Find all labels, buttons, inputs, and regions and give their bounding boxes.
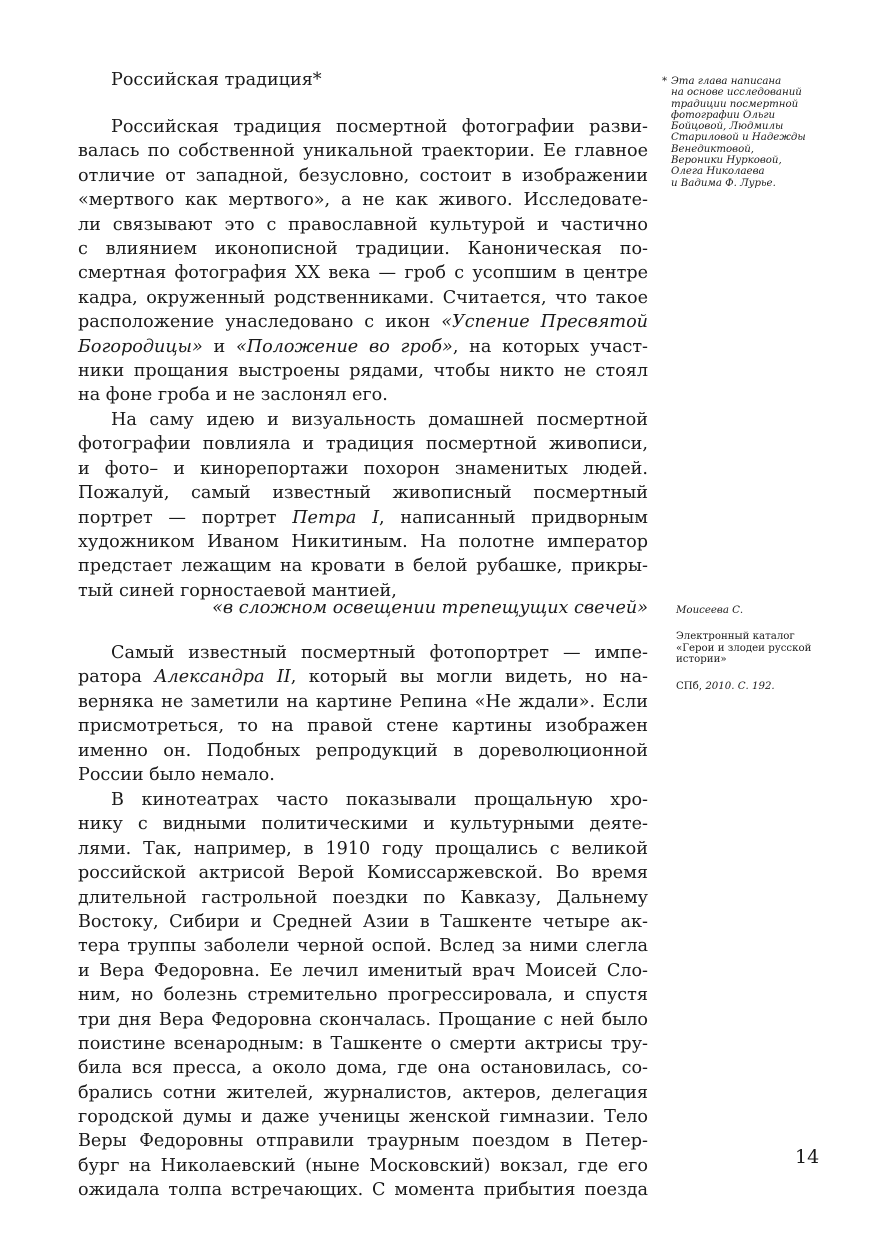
- text-run: и Вера Федоровна. Ее лечил именитый врач Моисей Сло-: [78, 960, 648, 981]
- text-run: именно он. Подобных репродукций в дореволюционной: [78, 740, 648, 761]
- text-line: [78, 1105, 648, 1129]
- text-run: бург на Николаевский (ныне Московский) вокзал, где его: [78, 1155, 648, 1176]
- text-run: длительной гастрольной поездки по Кавказу, Дальнему: [78, 887, 648, 908]
- footnote-line: и Вадима Ф. Лурье.: [671, 177, 776, 189]
- text-line: [78, 1129, 648, 1153]
- italic-text: «Успение Пресвятой: [441, 312, 648, 333]
- text-line: [78, 1056, 648, 1080]
- citation-title-line: Электронный каталог: [676, 631, 795, 642]
- text-run: била вся пресса, а около дома, где она остановилась, со-: [78, 1058, 648, 1079]
- citation-year-pages: 2010. С. 192.: [705, 681, 775, 692]
- text-line: [78, 934, 648, 958]
- text-line: [78, 1081, 648, 1105]
- text-run: ники прощания выстроены рядами, чтобы никто не стоял: [78, 360, 648, 381]
- footnote-marker: *: [662, 76, 668, 87]
- footnote-line: Бойцовой, Людмилы: [671, 121, 784, 133]
- citation-publication: [676, 681, 836, 693]
- text-line: [78, 1032, 648, 1056]
- text-run: , написанный придворным: [379, 507, 648, 528]
- text-line: [78, 1008, 648, 1032]
- text-run: ли связывают это с православной культурой и частично: [78, 214, 648, 235]
- footnote-line: Стариловой и Надежды: [671, 132, 806, 144]
- text-line: [78, 983, 648, 1007]
- text-line: [78, 763, 648, 787]
- text-run: тера труппы заболели черной оспой. Вслед за ними слегла: [78, 936, 648, 957]
- citation-author: [676, 605, 836, 617]
- text-run: с влиянием иконописной традиции. Каноническая по-: [78, 238, 648, 259]
- text-line: [78, 837, 648, 861]
- page-number: 14: [795, 1146, 820, 1168]
- text-line: [78, 408, 648, 432]
- text-line: [78, 690, 648, 714]
- text-run: , на которых участ-: [452, 336, 648, 357]
- footnote-line: Эта глава написана: [671, 76, 782, 87]
- italic-text: Богородицы»: [78, 336, 203, 357]
- text-run: расположение унаследовано с икон: [78, 312, 442, 333]
- paragraph-2: [78, 408, 648, 603]
- text-line: [78, 506, 648, 530]
- footnote-line: традиции посмертной: [671, 98, 799, 110]
- footnote-line: Венедиктовой,: [671, 143, 755, 155]
- text-line: [78, 812, 648, 836]
- text-run: портрет — портрет: [78, 507, 293, 528]
- text-run: На саму идею и визуальность домашней посмертной: [111, 410, 648, 430]
- text-run: Пожалуй, самый известный живописный посмертный: [78, 483, 648, 504]
- text-run: смертная фотография XX века — гроб с усопшим в центре: [78, 263, 648, 284]
- text-run: Самый известный посмертный фотопортрет — импе-: [111, 643, 648, 663]
- footnote-line: Олега Николаева: [671, 166, 765, 178]
- text-line: [78, 213, 648, 237]
- paragraph-1: [78, 115, 648, 408]
- text-run: верняка не заметили на картине Репина «Не ждали». Если: [78, 691, 648, 712]
- text-run: художником Иваном Никитиным. На полотне император: [78, 531, 648, 552]
- text-run: Веры Федоровны отправили траурным поездом в Петер-: [78, 1131, 648, 1152]
- citation-title-line: «Герои и злодеи русской: [676, 642, 812, 654]
- text-line: [78, 886, 648, 910]
- text-run: городской думы и даже ученицы женской гимназии. Тело: [78, 1107, 648, 1128]
- section-heading: Российская традиция*: [111, 70, 322, 90]
- text-run: присмотреться, то на правой стене картины изображен: [78, 716, 648, 737]
- paragraph-3: [78, 641, 648, 787]
- text-run: отличие от западной, безусловно, состоит в изображении: [78, 165, 648, 186]
- text-run: фотографии повлияла и традиция посмертной живописи,: [78, 434, 648, 455]
- italic-text: Петра I: [292, 507, 380, 528]
- footnote-line: на основе исследований: [671, 87, 802, 99]
- citation-title-line: истории»: [676, 654, 727, 666]
- paragraph-4: [78, 788, 648, 1203]
- italic-text: «Положение во гроб»: [235, 336, 453, 357]
- text-line: [78, 665, 648, 689]
- text-line: [78, 1154, 648, 1178]
- footnote-line: фотографии Ольги: [671, 109, 776, 121]
- text-line: [78, 237, 648, 261]
- text-line: [78, 115, 648, 139]
- text-line: [78, 788, 648, 812]
- citation-author-name: Моисеева С.: [676, 605, 744, 616]
- citation-publisher: СПб,: [676, 681, 703, 692]
- text-run: российской актрисой Верой Комиссаржевской. Во время: [78, 863, 648, 884]
- text-run: лями. Так, например, в 1910 году прощались с великой: [78, 838, 648, 859]
- text-line: [78, 261, 648, 285]
- text-run: нику с видными политическими и культурными деяте-: [78, 814, 648, 835]
- text-line: [78, 554, 648, 578]
- text-run: ратора: [78, 667, 155, 688]
- text-run: , который вы могли видеть, но на-: [290, 667, 648, 688]
- text-line: [78, 359, 648, 383]
- text-run: ожидала толпа встречающих. С момента прибытия поезда: [78, 1180, 648, 1201]
- text-run: кадра, окруженный родственниками. Считается, что такое: [78, 287, 648, 308]
- epigraph-quote: «в сложном освещении трепещущих свечей»: [212, 598, 648, 618]
- text-run: и фото– и кинорепортажи похорон знаменитых людей.: [78, 458, 648, 479]
- text-run: тый синей горностаевой мантией,: [78, 580, 397, 601]
- text-run: России было немало.: [78, 764, 275, 785]
- text-run: три дня Вера Федоровна скончалась. Прощание с ней было: [78, 1009, 648, 1030]
- italic-text: Александра II: [154, 667, 291, 688]
- text-line: [78, 641, 648, 665]
- text-line: [78, 139, 648, 163]
- text-line: [78, 714, 648, 738]
- text-run: Российская традиция посмертной фотографии разви-: [111, 117, 648, 137]
- text-run: валась по собственной уникальной траектории. Ее главное: [78, 141, 648, 162]
- text-line: [78, 164, 648, 188]
- text-run: брались сотни жителей, журналистов, актеров, делегация: [78, 1082, 648, 1103]
- text-run: Востоку, Сибири и Средней Азии в Ташкенте четыре ак-: [78, 911, 648, 932]
- text-line: [78, 310, 648, 334]
- text-line: [78, 457, 648, 481]
- text-run: и: [202, 336, 236, 357]
- text-run: на фоне гроба и не заслонял его.: [78, 385, 388, 406]
- text-line: [78, 1178, 648, 1202]
- text-run: поистине всенародным: в Ташкенте о смерти актрисы тру-: [78, 1033, 648, 1054]
- text-line: [78, 286, 648, 310]
- text-line: [78, 383, 648, 407]
- text-run: ним, но болезнь стремительно прогрессировала, и спустя: [78, 985, 648, 1006]
- text-run: В кинотеатрах часто показывали прощальную хро-: [111, 790, 648, 810]
- footnote-line: Вероники Нурковой,: [671, 155, 782, 167]
- text-line: [78, 481, 648, 505]
- text-line: [78, 959, 648, 983]
- text-line: [78, 910, 648, 934]
- text-line: [78, 861, 648, 885]
- text-line: [78, 432, 648, 456]
- footnote-text: [663, 76, 833, 189]
- text-run: «мертвого как мертвого», а не как живого. Исследовате-: [78, 190, 648, 211]
- text-run: предстает лежащим на кровати в белой рубашке, прикры-: [78, 556, 648, 577]
- citation-title: [676, 631, 836, 666]
- text-line: [78, 188, 648, 212]
- text-line: [78, 335, 648, 359]
- footnote-sidenote: [663, 76, 833, 189]
- text-line: [78, 530, 648, 554]
- text-line: [78, 739, 648, 763]
